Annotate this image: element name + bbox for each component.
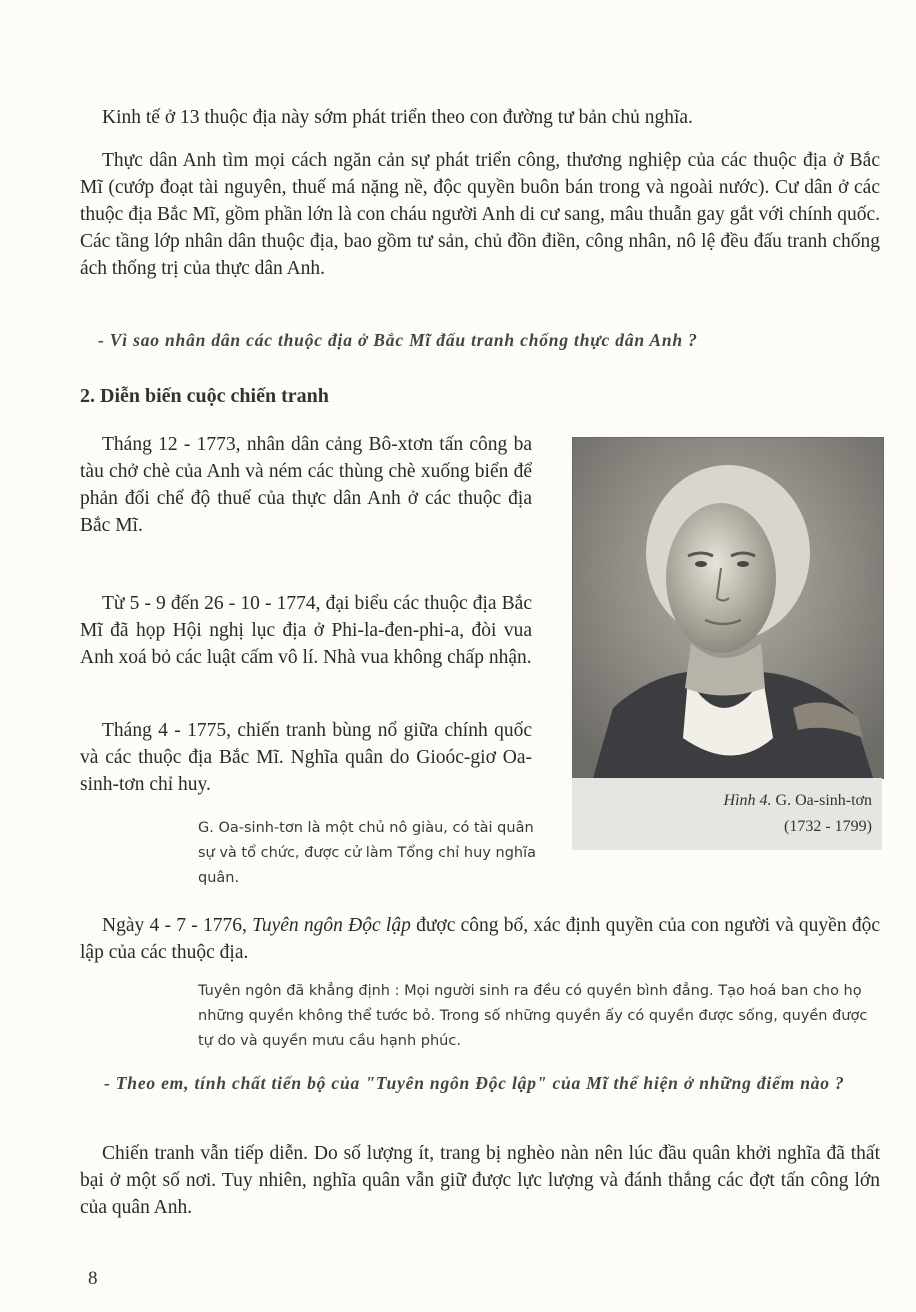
declaration-note: Tuyên ngôn đã khẳng định : Mọi người sinh ra đều có quyền bình đẳng. Tạo hoá ban cho họ những quyền không thể tước bỏ. Trong số những quyền ấy có quyền được sống, quyền được tự do và quyền mưu cầu hạnh phúc.	[198, 983, 868, 1049]
war-outbreak-paragraph: Tháng 4 - 1775, chiến tranh bùng nổ giữa chính quốc và các thuộc địa Bắc Mĩ. Nghĩa quân do Gioóc-giơ Oa-sinh-tơn chỉ huy.	[80, 720, 532, 795]
declaration-title: Tuyên ngôn Độc lập	[252, 915, 411, 936]
washington-portrait	[572, 437, 884, 779]
intro-paragraph: Kinh tế ở 13 thuộc địa này sớm phát triển theo con đường tư bản chủ nghĩa.	[102, 107, 693, 128]
colonial-oppression-paragraph: Thực dân Anh tìm mọi cách ngăn cản sự phát triển công, thương nghiệp của các thuộc địa ở Bắc Mĩ (cướp đoạt tài nguyên, thuế má nặng nề, độc quyền buôn bán trong và ngoài nước). Cư dân ở các thuộc địa Bắc Mĩ, gồm phần lớn là con cháu người Anh di cư sang, mâu thuẫn gay gắt với chính quốc. Các tầng lớp nhân dân thuộc địa, bao gồm tư sản, chủ đồn điền, công nhân, nô lệ đều đấu tranh chống ách thống trị của thực dân Anh.	[80, 150, 880, 279]
portrait-illustration	[573, 438, 883, 778]
figure-label: Hình 4.	[723, 792, 772, 809]
figure-caption-box	[572, 778, 882, 850]
figure-name: G. Oa-sinh-tơn	[771, 792, 872, 809]
page-number: 8	[88, 1268, 98, 1289]
continental-congress-paragraph: Từ 5 - 9 đến 26 - 10 - 1774, đại biểu các thuộc địa Bắc Mĩ đã họp Hội nghị lục địa ở Phi-la-đen-phi-a, đòi vua Anh xoá bỏ các luật cấm vô lí. Nhà vua không chấp nhận.	[80, 593, 532, 668]
section-heading: 2. Diễn biến cuộc chiến tranh	[80, 385, 329, 407]
declaration-date: Ngày 4 - 7 - 1776,	[102, 915, 253, 936]
boston-tea-party-paragraph: Tháng 12 - 1773, nhân dân cảng Bô-xtơn tấn công ba tàu chở chè của Anh và ném các thùng chè xuống biển để phản đối chế độ thuế của thực dân Anh ở các thuộc địa Bắc Mĩ.	[80, 434, 532, 536]
declaration-rest: được công bố, xác định quyền của con người và quyền độc lập của các thuộc địa.	[80, 915, 880, 963]
declaration-paragraph	[80, 912, 880, 966]
washington-note: G. Oa-sinh-tơn là một chủ nô giàu, có tài quân sự và tổ chức, được cử làm Tổng chỉ huy nghĩa quân.	[198, 820, 537, 886]
review-question-1: - Vì sao nhân dân các thuộc địa ở Bắc Mĩ đấu tranh chống thực dân Anh ?	[98, 330, 698, 350]
figure-caption	[724, 792, 872, 810]
figure-years: (1732 - 1799)	[784, 818, 872, 835]
war-continues-paragraph: Chiến tranh vẫn tiếp diễn. Do số lượng ít, trang bị nghèo nàn nên lúc đầu quân khởi nghĩa đã thất bại ở một số nơi. Tuy nhiên, nghĩa quân vẫn giữ được lực lượng và đánh thắng các đợt tấn công lớn của quân Anh.	[80, 1143, 880, 1218]
review-question-2: - Theo em, tính chất tiến bộ của "Tuyên ngôn Độc lập" của Mĩ thể hiện ở những điểm nào ?	[104, 1073, 845, 1093]
